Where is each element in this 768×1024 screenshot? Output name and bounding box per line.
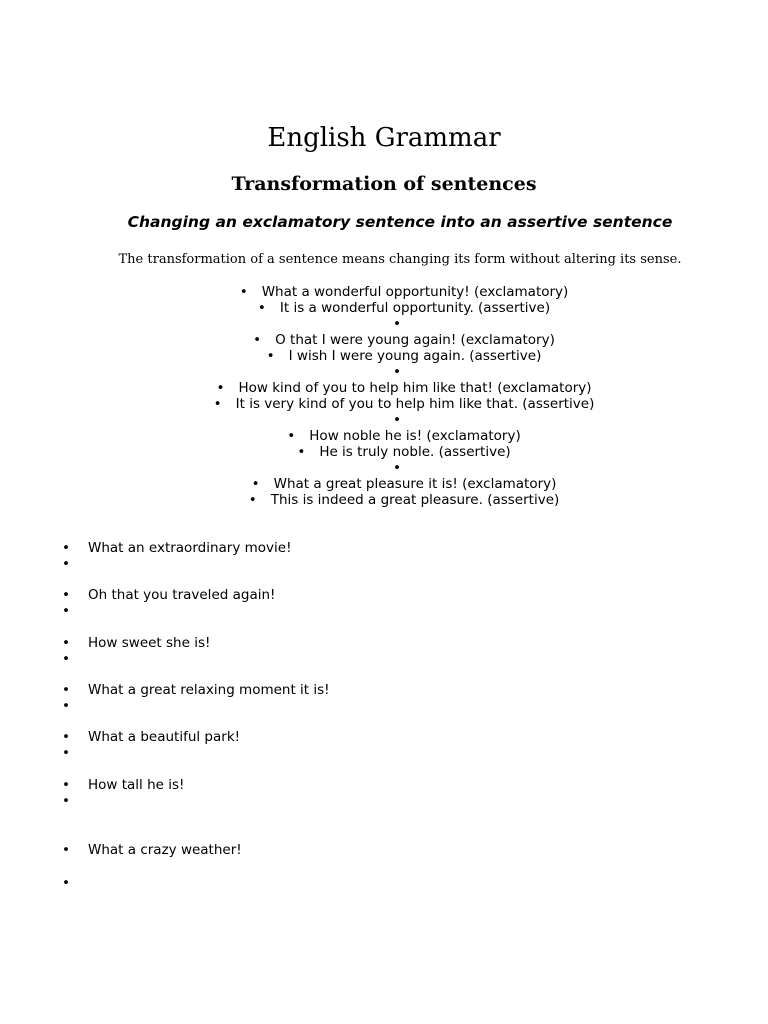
bullet-icon: •: [266, 348, 275, 364]
document-subtitle: Transformation of sentences: [231, 173, 537, 195]
bullet-icon: •: [393, 364, 401, 380]
bullet-icon: •: [253, 332, 262, 348]
list-item: [62, 650, 88, 668]
bullet-icon: •: [239, 284, 248, 300]
list-item: [62, 602, 88, 620]
list-item: [0, 364, 768, 380]
section-heading: Changing an exclamatory sentence into an assertive sentence: [127, 213, 673, 231]
list-item: [0, 428, 768, 444]
list-item: [0, 444, 768, 460]
exercise-text: How sweet she is!: [88, 635, 211, 651]
exercise-text: Oh that you traveled again!: [88, 587, 276, 603]
list-item: [0, 476, 768, 492]
list-item: [0, 412, 768, 428]
list-item: [62, 697, 88, 715]
example-text: How kind of you to help him like that! (exclamatory): [238, 380, 592, 396]
list-item: [62, 744, 88, 762]
list-item: [0, 348, 768, 364]
example-text: I wish I were young again. (assertive): [288, 348, 542, 364]
list-item: [0, 300, 768, 316]
example-text: O that I were young again! (exclamatory): [275, 332, 555, 348]
bullet-icon: •: [62, 777, 70, 793]
bullet-icon: •: [62, 682, 70, 698]
example-text: How noble he is! (exclamatory): [309, 428, 521, 444]
bullet-icon: •: [248, 492, 257, 508]
list-item: [0, 332, 768, 348]
document-title: English Grammar: [267, 123, 501, 153]
bullet-icon: •: [216, 380, 225, 396]
list-item: [62, 874, 88, 892]
bullet-icon: •: [62, 635, 70, 651]
exercise-text: How tall he is!: [88, 777, 185, 793]
list-item: [62, 792, 88, 810]
bullet-icon: •: [62, 745, 70, 761]
list-item: [0, 492, 768, 508]
exercise-text: What a great relaxing moment it is!: [88, 682, 330, 698]
bullet-icon: •: [393, 460, 401, 476]
bullet-icon: •: [62, 729, 70, 745]
intro-paragraph: The transformation of a sentence means changing its form without altering its sense.: [118, 252, 682, 267]
example-text: What a wonderful opportunity! (exclamatory): [261, 284, 569, 300]
bullet-icon: •: [257, 300, 266, 316]
exercise-text: What a beautiful park!: [88, 729, 241, 745]
example-text: This is indeed a great pleasure. (assertive): [270, 492, 560, 508]
bullet-icon: •: [62, 587, 70, 603]
exercise-text: What an extraordinary movie!: [88, 540, 292, 556]
bullet-icon: •: [62, 875, 70, 891]
bullet-icon: •: [62, 651, 70, 667]
list-item: [62, 841, 242, 859]
list-item: [0, 460, 768, 476]
bullet-icon: •: [393, 412, 401, 428]
example-text: He is truly noble. (assertive): [319, 444, 511, 460]
list-item: [0, 396, 768, 412]
example-text: It is a wonderful opportunity. (assertive): [279, 300, 551, 316]
example-text: What a great pleasure it is! (exclamatory): [273, 476, 557, 492]
bullet-icon: •: [62, 842, 70, 858]
list-item: [62, 728, 240, 746]
exercise-text: What a crazy weather!: [88, 842, 242, 858]
bullet-icon: •: [251, 476, 260, 492]
bullet-icon: •: [62, 793, 70, 809]
bullet-icon: •: [287, 428, 296, 444]
examples-list: [0, 284, 768, 508]
bullet-icon: •: [62, 540, 70, 556]
list-item: [62, 555, 88, 573]
example-text: It is very kind of you to help him like that. (assertive): [235, 396, 595, 412]
bullet-icon: •: [297, 444, 306, 460]
bullet-icon: •: [62, 603, 70, 619]
list-item: [0, 380, 768, 396]
bullet-icon: •: [62, 698, 70, 714]
bullet-icon: •: [62, 556, 70, 572]
bullet-icon: •: [393, 316, 401, 332]
list-item: [0, 316, 768, 332]
list-item: [62, 681, 330, 699]
list-item: [62, 586, 275, 604]
bullet-icon: •: [213, 396, 222, 412]
list-item: [62, 539, 291, 557]
list-item: [0, 284, 768, 300]
